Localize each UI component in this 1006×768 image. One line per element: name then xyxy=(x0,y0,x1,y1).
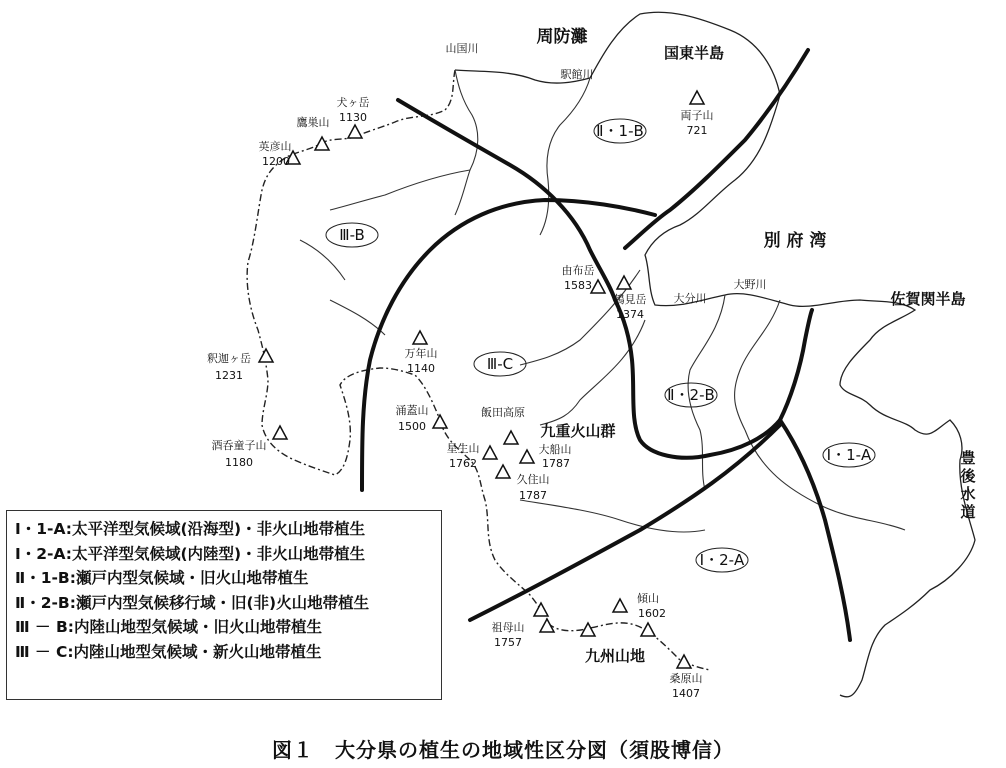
peak-elevation: 1140 xyxy=(407,362,435,375)
zone-label-iiic xyxy=(474,352,526,376)
place-label-kuju: 九重火山群 xyxy=(540,422,616,440)
place-label-kyushu: 九州山地 xyxy=(584,647,646,665)
peak-wakuta xyxy=(396,403,448,433)
peak-elevation: 1407 xyxy=(672,687,700,700)
zone-text: Ⅱ・1-B xyxy=(596,122,644,140)
legend-item-ii1b: Ⅱ・1-B:瀬戸内型気候域・旧火山地帯植生 xyxy=(15,569,309,588)
peak-name: 涌蓋山 xyxy=(395,404,429,417)
peak-triangle-icon xyxy=(348,125,362,138)
peak-hossho xyxy=(447,441,498,470)
zone-text: Ⅲ-B xyxy=(339,226,365,244)
place-label-bungo xyxy=(959,449,976,521)
peak-tsurumi xyxy=(614,276,647,321)
coastline xyxy=(455,12,975,697)
peak-shaka xyxy=(207,349,273,382)
legend-item-ii2b: Ⅱ・2-B:瀬戸内型気候移行域・旧(非)火山地帯植生 xyxy=(15,593,370,612)
peak-triangle-icon xyxy=(617,276,631,289)
peak-triangle-icon xyxy=(315,137,329,150)
peak-elevation: 1231 xyxy=(215,369,243,382)
peak-name: 由布岳 xyxy=(561,264,595,277)
peak-name: 犬ヶ岳 xyxy=(336,96,370,109)
peak-name: 鷹巣山 xyxy=(296,116,330,129)
zone-text: Ⅰ・1-A xyxy=(826,446,872,464)
zone-text: Ⅱ・2-B xyxy=(667,386,715,404)
peak-triangle-icon xyxy=(690,91,704,104)
zone-label-i1a xyxy=(823,443,875,467)
peak-elevation: 1130 xyxy=(339,111,367,124)
peak-elevation: 1200 xyxy=(262,155,290,168)
legend-box xyxy=(6,510,442,700)
peak-mannen xyxy=(405,331,438,375)
bungo-char: 後 xyxy=(960,467,976,485)
peak-triangle-icon xyxy=(591,280,605,293)
peak-name: 祖母山 xyxy=(491,621,525,634)
zone-text: Ⅲ-C xyxy=(486,355,514,373)
peak-inugatake xyxy=(337,95,370,138)
peak-katamuki xyxy=(613,592,666,636)
peak-kuju-san xyxy=(496,465,550,502)
peak-triangle-icon xyxy=(496,465,510,478)
river-label-oita: 大分川 xyxy=(673,292,707,305)
peak-triangle-icon xyxy=(259,349,273,362)
peak-name: 星生山 xyxy=(446,442,480,455)
place-label-kunisaki: 国東半島 xyxy=(663,44,725,62)
peak-triangle-icon xyxy=(483,446,497,459)
peak-name: 鶴見岳 xyxy=(613,293,647,306)
place-label-iida: 飯田高原 xyxy=(481,406,525,419)
peak-iida-triangle xyxy=(504,431,518,444)
peak-triangle-icon xyxy=(534,603,548,616)
zone-label-ii2b xyxy=(665,383,717,407)
peak-name: 久住山 xyxy=(516,473,550,486)
peak-name: 桑原山 xyxy=(669,672,703,685)
zone-text: Ⅰ・2-A xyxy=(699,551,745,569)
peak-triangle-icon xyxy=(520,450,534,463)
zone-label-ii1b xyxy=(594,119,646,143)
place-label-sagaseki: 佐賀関半島 xyxy=(890,290,966,308)
bungo-char: 道 xyxy=(960,503,976,521)
zone-label-iiib xyxy=(326,223,378,247)
peak-taisen xyxy=(520,442,572,470)
peak-triangle-icon xyxy=(641,623,655,636)
peak-name: 両子山 xyxy=(680,109,714,122)
peak-kuwabara xyxy=(670,655,703,700)
legend-item-i1a: Ⅰ・1-A:太平洋型気候域(沿海型)・非火山地帯植生 xyxy=(15,520,366,538)
river-label-yakata: 駅館川 xyxy=(560,68,594,81)
peak-triangle-icon xyxy=(433,415,447,428)
peak-triangle-icon xyxy=(677,655,691,668)
sea-label-beppu: 別 府 湾 xyxy=(763,231,827,251)
peak-name: 大船山 xyxy=(538,443,572,456)
peak-elevation: 1583 xyxy=(564,279,592,292)
peak-name: 酒呑童子山 xyxy=(211,439,267,452)
peak-elevation: 1787 xyxy=(542,457,570,470)
peak-elevation: 1180 xyxy=(225,456,253,469)
peak-name: 釈迦ヶ岳 xyxy=(207,352,251,365)
peak-triangle-icon xyxy=(504,431,518,444)
river-label-yamakuni: 山国川 xyxy=(445,42,479,55)
peak-elevation: 1374 xyxy=(616,308,644,321)
sea-label-suo: 周防灘 xyxy=(536,27,588,47)
bungo-char: 豊 xyxy=(960,449,976,467)
legend-item-iiic: Ⅲ － C:内陸山地型気候域・新火山地帯植生 xyxy=(15,642,322,661)
peak-elevation: 1602 xyxy=(638,607,666,620)
peak-elevation: 1762 xyxy=(449,457,477,470)
peak-triangle-icon xyxy=(613,599,627,612)
peak-triangle-icon xyxy=(273,426,287,439)
peak-name: 万年山 xyxy=(404,347,438,360)
legend-item-iiib: Ⅲ － B:内陸山地型気候域・旧火山地帯植生 xyxy=(15,618,322,637)
peak-takanosu xyxy=(297,115,330,150)
peak-triangle-icon xyxy=(413,331,427,344)
bungo-char: 水 xyxy=(960,485,976,503)
legend-item-i2a: Ⅰ・2-A:太平洋型気候域(内陸型)・非火山地帯植生 xyxy=(15,544,366,563)
zone-label-i2a xyxy=(696,548,748,572)
peak-elevation: 1500 xyxy=(398,420,426,433)
peak-elevation: 1757 xyxy=(494,636,522,649)
peak-sobo xyxy=(492,603,555,649)
peak-elevation: 721 xyxy=(686,124,708,137)
peak-futago xyxy=(681,91,714,137)
peak-name: 英彦山 xyxy=(258,140,292,153)
peak-elevation: 1787 xyxy=(519,489,547,502)
peak-hiko xyxy=(259,139,301,168)
peak-name: 傾山 xyxy=(637,592,659,605)
river-label-ono: 大野川 xyxy=(733,278,767,291)
figure-caption: 図１ 大分県の植生の地域性区分図（須股博信） xyxy=(272,738,734,762)
